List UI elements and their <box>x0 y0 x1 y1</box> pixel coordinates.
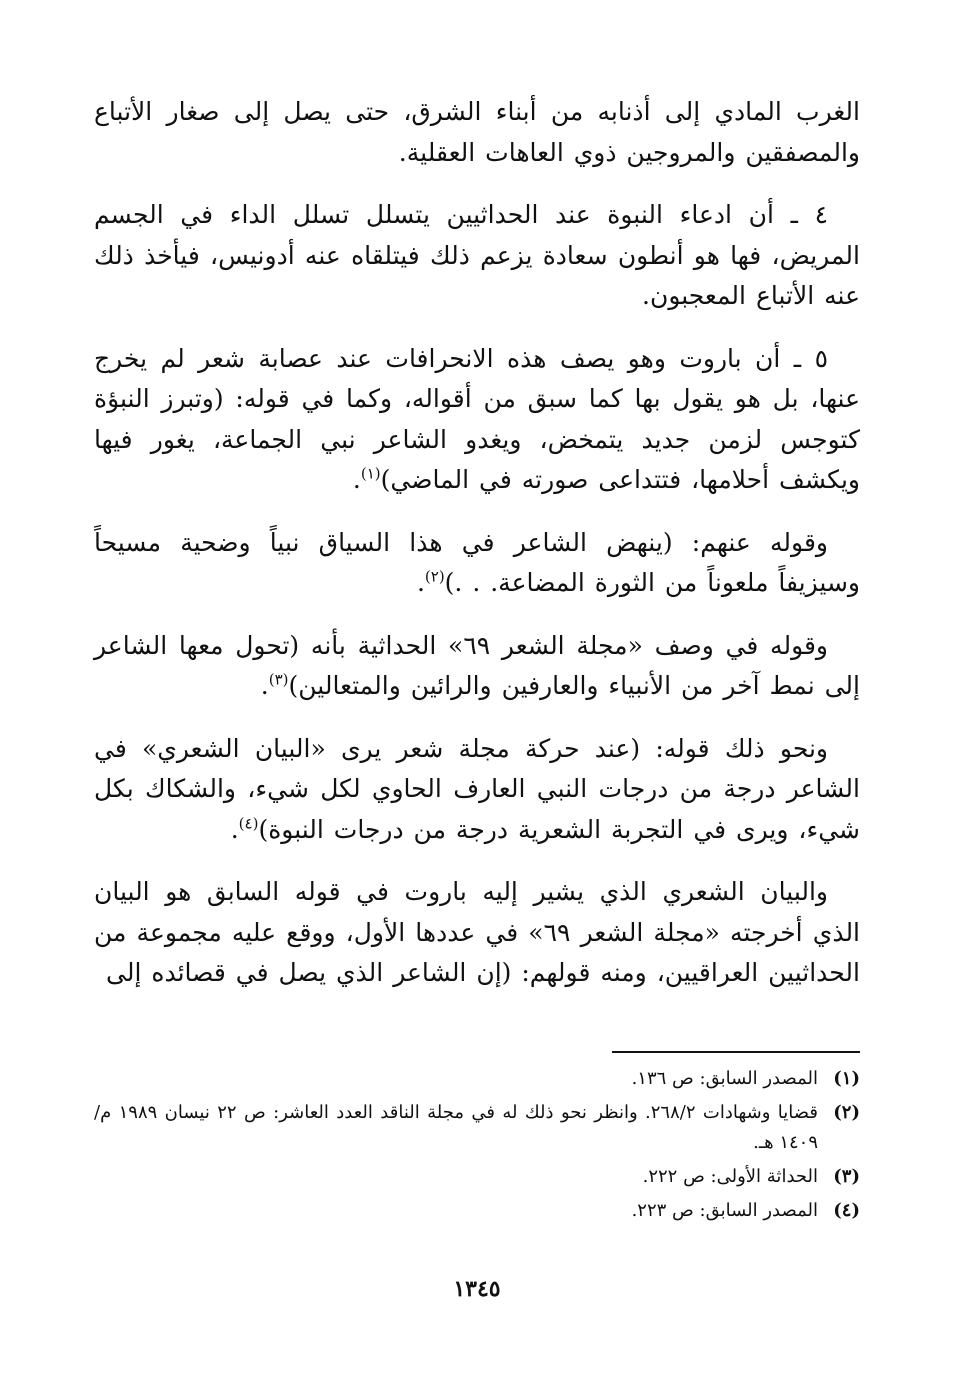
footnote-ref-1[interactable]: (١) <box>360 464 381 483</box>
paragraph-2: ٤ ـ أن ادعاء النبوة عند الحداثيين يتسلل تسلل الداء في الجسم المريض، فها هو أنطون سعادة يزعم ذلك فيتلقاه عنه أدونيس، فيأخذ ذلك عنه الأتباع المعجبون. <box>94 200 860 310</box>
paragraph-3-text: ٥ ـ أن باروت وهو يصف هذه الانحرافات عند عصابة شعر لم يخرج عنها، بل هو يقول بها كما سبق من أقواله، وكما في قوله: (وتبرز النبؤة كتوجس لزمن جديد يتمخض، ويغدو الشاعر نبي الجماعة، يغور فيها ويكشف أحلامها، فتتداعى صورته في الماضي) <box>94 343 860 494</box>
footnote-3 <box>94 1162 860 1192</box>
footnote-number: (٢) <box>833 1102 860 1123</box>
paragraph-4-text: وقوله عنهم: (ينهض الشاعر في هذا السياق نبياً وضحية مسيحاً وسيزيفاً ملعوناً من الثورة المضاعة. . .) <box>94 527 860 597</box>
footnote-text: المصدر السابق: ص ٢٢٣. <box>631 1200 818 1221</box>
footnote-4 <box>94 1196 860 1226</box>
footnote-1 <box>94 1064 860 1094</box>
footnote-text: الحداثة الأولى: ص ٢٢٢. <box>642 1166 818 1187</box>
paragraph-6-end: . <box>230 814 239 844</box>
page-number: ١٣٤٥ <box>453 1276 501 1302</box>
footnote-number: (١) <box>833 1068 860 1089</box>
page-body <box>94 92 860 1016</box>
footnote-text: قضايا وشهادات ٢٦٨/٢. وانظر نحو ذلك له في مجلة الناقد العدد العاشر: ص ٢٢ نيسان ١٩٨٩ م/١٤٠٩ هـ. <box>94 1102 818 1153</box>
paragraph-4-end: . <box>416 568 425 597</box>
paragraph-7: والبيان الشعري الذي يشير إليه باروت في قوله السابق هو البيان الذي أخرجته «مجلة الشعر ٦٩» في عددها الأول، ووقع عليه مجموعة من الحداثيين العراقيين، ومنه قولهم: (إن الشاعر الذي يصل في قصائده إلى <box>94 877 861 987</box>
paragraph-5-end: . <box>260 671 269 700</box>
footnote-number: (٤) <box>833 1200 860 1221</box>
footnote-2 <box>94 1098 860 1158</box>
paragraph-6 <box>94 729 860 851</box>
footnote-ref-4[interactable]: (٤) <box>238 814 259 833</box>
footnote-divider <box>612 1051 860 1053</box>
paragraph-5-text: وقوله في وصف «مجلة الشعر ٦٩» الحداثية بأنه (تحول معها الشاعر إلى نمط آخر من الأنبياء والعارفين والرائين والمتعالين) <box>94 630 860 700</box>
footnotes <box>94 1064 860 1230</box>
footnote-number: (٣) <box>833 1166 860 1187</box>
paragraph-6-text: ونحو ذلك قوله: (عند حركة مجلة شعر يرى «البيان الشعري» في الشاعر درجة من درجات النبي العارف الحاوي لكل شيء، والشكاك بكل شيء، ويرى في التجربة الشعرية درجة من درجات النبوة) <box>94 733 860 844</box>
paragraph-3-end: . <box>352 465 361 494</box>
paragraph-3 <box>94 339 860 501</box>
footnote-ref-3[interactable]: (٣) <box>268 670 289 689</box>
footnote-ref-2[interactable]: (٢) <box>424 567 445 586</box>
paragraph-5 <box>94 626 860 707</box>
paragraph-4 <box>94 523 860 604</box>
footnote-text: المصدر السابق: ص ١٣٦. <box>631 1068 818 1089</box>
paragraph-1: الغرب المادي إلى أذنابه من أبناء الشرق، حتى يصل إلى صغار الأتباع والمصفقين والمروجين ذوي العاهات العقلية. <box>94 97 860 167</box>
